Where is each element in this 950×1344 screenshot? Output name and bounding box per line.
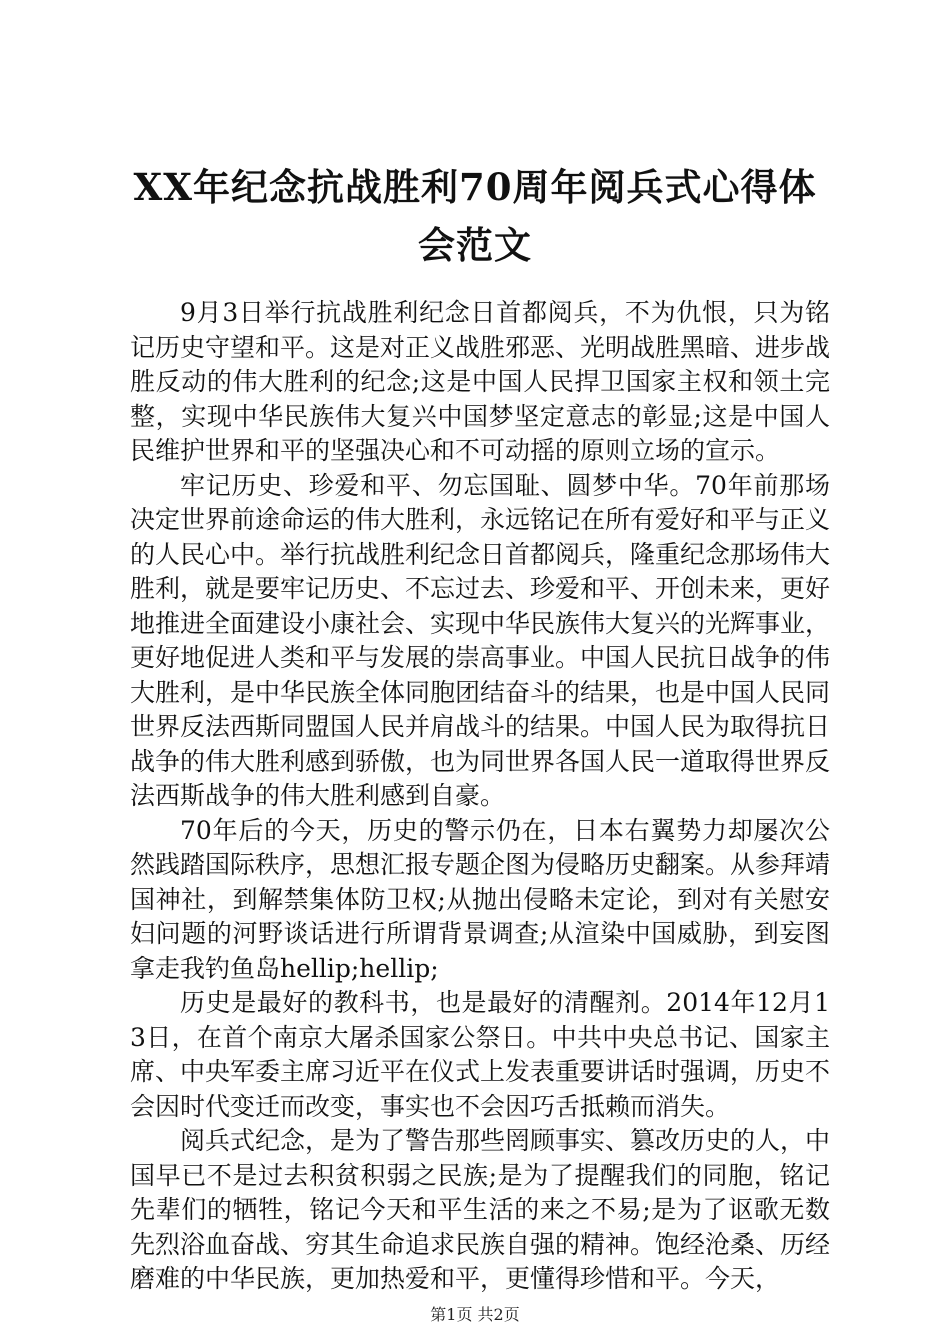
paragraph-3: 70年后的今天，历史的警示仍在，日本右翼势力却屡次公然践踏国际秩序，思想汇报专题企图为侵略历史翻案。从参拜靖国神社，到解禁集体防卫权;从抛出侵略未定论，到对有关慰安妇问题的河野谈话进行所谓背景调查;从渲染中国威胁，到妄图拿走我钓鱼岛hellip;hellip;	[130, 815, 831, 983]
paragraph-4: 历史是最好的教科书，也是最好的清醒剂。2014年12月13日，在首个南京大屠杀国家公祭日。中共中央总书记、国家主席、中央军委主席习近平在仪式上发表重要讲话时强调，历史不会因时代变迁而改变，事实也不会因巧舌抵赖而消失。	[130, 988, 831, 1121]
document-body	[130, 296, 830, 1297]
paragraph-2: 牢记历史、珍爱和平、勿忘国耻、圆梦中华。70年前那场决定世界前途命运的伟大胜利，永远铭记在所有爱好和平与正义的人民心中。举行抗战胜利纪念日首都阅兵，隆重纪念那场伟大胜利，就是要牢记历史、不忘过去、珍爱和平、开创未来，更好地推进全面建设小康社会、实现中华民族伟大复兴的光辉事业，更好地促进人类和平与发展的崇高事业。中国人民抗日战争的伟大胜利，是中华民族全体同胞团结奋斗的结果，也是中国人民同世界反法西斯同盟国人民并肩战斗的结果。中国人民为取得抗日战争的伟大胜利感到骄傲，也为同世界各国人民一道取得世界反法西斯战争的伟大胜利感到自豪。	[130, 470, 831, 810]
paragraph-5: 阅兵式纪念，是为了警告那些罔顾事实、篡改历史的人，中国早已不是过去积贫积弱之民族;是为了提醒我们的同胞，铭记先辈们的牺牲，铭记今天和平生活的来之不易;是为了讴歌无数先烈浴血奋战、穷其生命追求民族自强的精神。饱经沧桑、历经磨难的中华民族，更加热爱和平，更懂得珍惜和平。今天，	[130, 1126, 831, 1293]
paragraph-1: 9月3日举行抗战胜利纪念日首都阅兵，不为仇恨，只为铭记历史守望和平。这是对正义战胜邪恶、光明战胜黑暗、进步战胜反动的伟大胜利的纪念;这是中国人民捍卫国家主权和领土完整，实现中华民族伟大复兴中国梦坚定意志的彰显;这是中国人民维护世界和平的坚强决心和不可动摇的原则立场的宣示。	[130, 298, 831, 465]
document-title: XX年纪念抗战胜利70周年阅兵式心得体会范文	[133, 165, 817, 267]
page-footer: 第1页 共2页	[430, 1305, 520, 1324]
